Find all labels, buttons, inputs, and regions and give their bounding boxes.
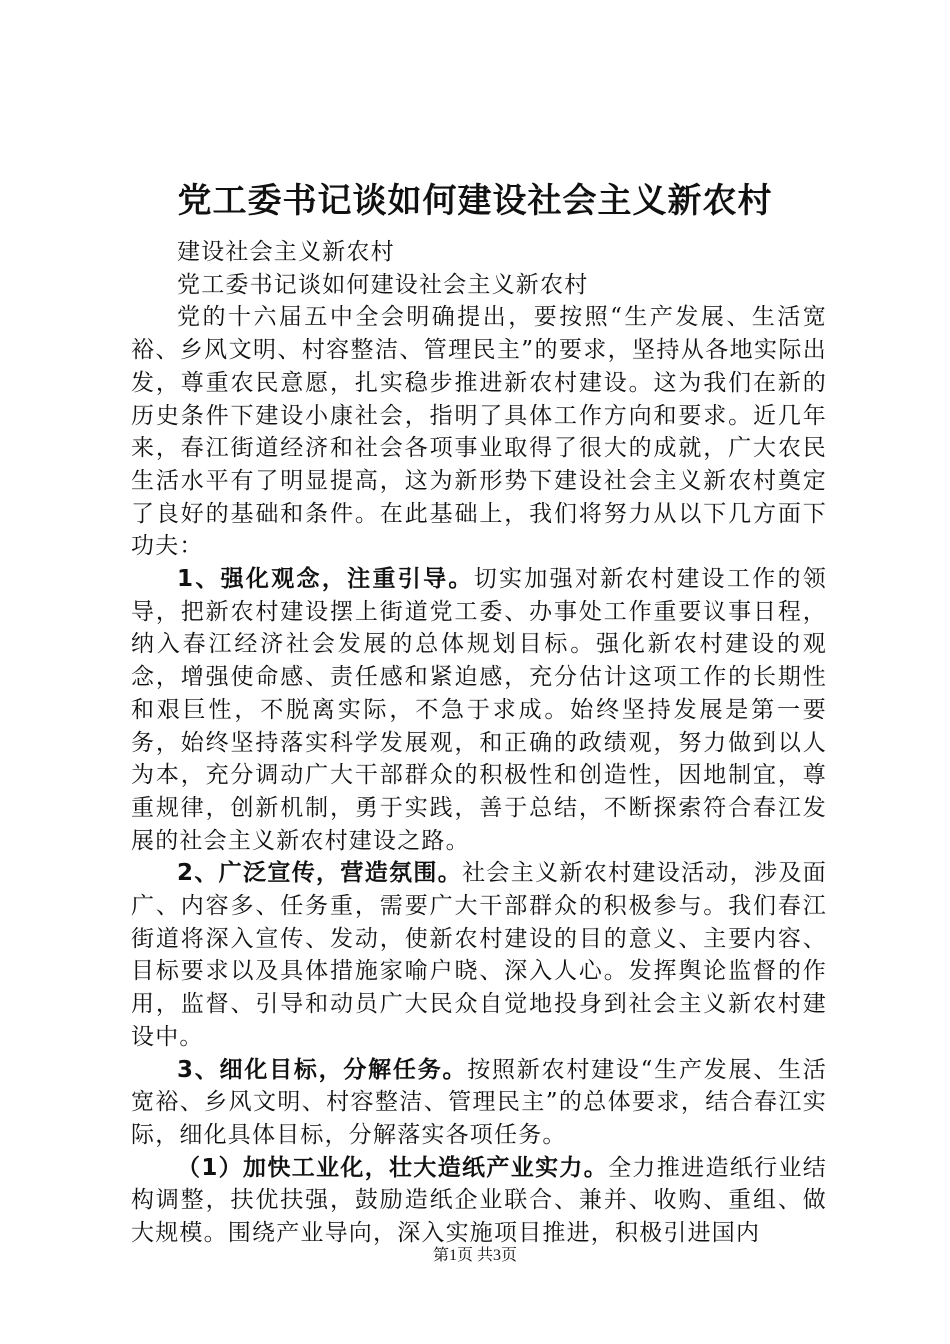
section-paragraph: [131, 1054, 827, 1152]
section-text: 切实加强对新农村建设工作的领导，把新农村建设摆上街道党工委、办事处工作重要议事日程，纳入春江经济社会发展的总体规划目标。强化新农村建设的观念，增强使命感、责任感和紧迫感，充分估计这项工作的长期性和艰巨性，不脱离实际，不急于求成。始终坚持发展是第一要务，始终坚持落实科学发展观，和正确的政绩观，努力做到以人为本，充分调动广大干部群众的积极性和创造性，因地制宜，尊重规律，创新机制，勇于实践，善于总结，不断探索符合春江发展的社会主义新农村建设之路。: [131, 566, 827, 854]
section-lead: 1、强化观念，注重引导。: [177, 566, 474, 593]
intro-paragraph: 党的十六届五中全会明确提出，要按照“生产发展、生活宽裕、乡风文明、村容整洁、管理民主”的要求，坚持从各地实际出发，尊重农民意愿，扎实稳步推进新农村建设。这为我们在新的历史条件下建设小康社会，指明了具体工作方向和要求。近几年来，春江街道经济和社会各项事业取得了很大的成就，广大农民生活水平有了明显提高，这为新形势下建设社会主义新农村奠定了良好的基础和条件。在此基础上，我们将努力从以下几方面下功夫：: [131, 304, 827, 560]
subtitle-line: 建设社会主义新农村: [177, 239, 395, 265]
section-text: 按照新农村建设“生产发展、生活宽裕、乡风文明、村容整洁、管理民主”的总体要求，结合春江实际，细化具体目标，分解落实各项任务。: [131, 1056, 827, 1148]
document-title: 党工委书记谈如何建设社会主义新农村: [177, 181, 773, 221]
page-footer: 第1页 共3页: [432, 1247, 517, 1264]
section-lead: 3、细化目标，分解任务。: [177, 1056, 468, 1083]
section-paragraph: [131, 857, 827, 1053]
section-text: 社会主义新农村建设活动，涉及面广、内容多、任务重，需要广大干部群众的积极参与。我们春江街道将深入宣传、发动，使新农村建设的目的意义、主要内容、目标要求以及具体措施家喻户晓、深入人心。发挥舆论监督的作用，监督、引导和动员广大民众自觉地投身到社会主义新农村建设中。: [131, 860, 827, 1050]
section-paragraph: [131, 563, 827, 857]
section-lead: 2、广泛宣传，营造氛围。: [177, 860, 463, 887]
section-lead: （1）加快工业化，壮大造纸产业实力。: [177, 1154, 609, 1181]
section-paragraph: [131, 1152, 827, 1250]
subtitle-line: 党工委书记谈如何建设社会主义新农村: [177, 271, 589, 298]
document-body: [131, 236, 827, 1250]
section-text: 全力推进造纸行业结构调整，扶优扶强，鼓励造纸企业联合、兼并、收购、重组、做大规模。围绕产业导向，深入实施项目推进，积极引进国内: [131, 1154, 827, 1247]
